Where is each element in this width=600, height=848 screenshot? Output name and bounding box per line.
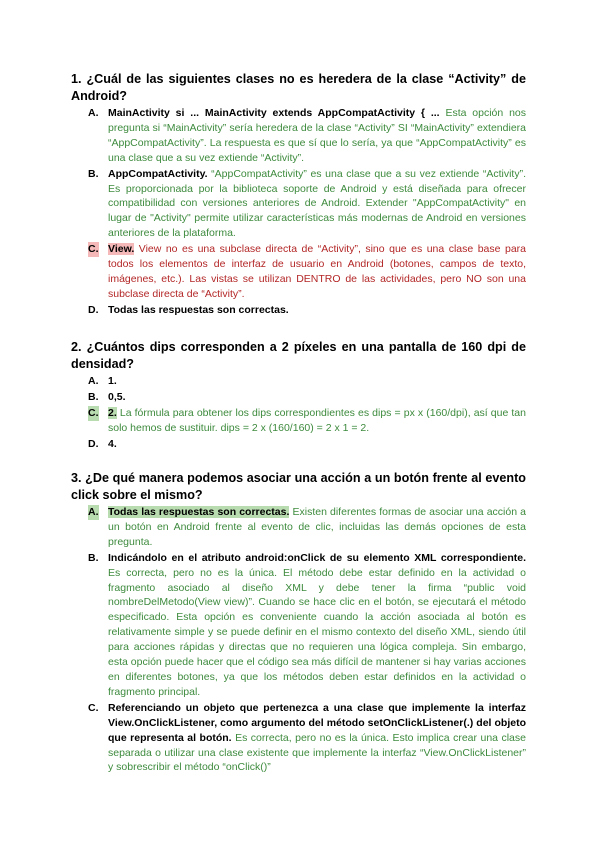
answer-2b: [88, 390, 526, 405]
answer-1c: [88, 242, 526, 302]
question-3-answers: [71, 505, 526, 775]
answer-explanation: Existen diferentes formas de asociar una acción a un botón en Android frente al evento de clic, incluidas las demás opciones de esta pregunta.: [108, 506, 526, 548]
answer-letter: B.: [88, 551, 99, 564]
answer-text: Referenciando un objeto que pertenezca a una clase que implemente la interfaz View.OnClickListener, como argumento del método setOnClickListener(.) del objeto que representa al botón.: [108, 701, 526, 744]
answer-2c: [88, 406, 526, 436]
answer-text: Todas las respuestas son correctas.: [108, 506, 290, 518]
answer-letter: B.: [88, 390, 99, 403]
answer-1d: [88, 303, 526, 318]
answer-text: 2.: [108, 406, 117, 419]
answer-3b: [88, 551, 526, 700]
answer-letter: A.: [88, 107, 99, 119]
answer-2a: [88, 374, 526, 389]
answer-letter: D.: [88, 437, 99, 450]
answer-text: MainActivity si ... MainActivity extends AppCompatActivity { ...: [108, 107, 440, 119]
question-1: [71, 71, 526, 319]
answer-letter: C.: [88, 243, 99, 256]
answer-1a: [88, 106, 526, 166]
answer-text: Todas las respuestas son correctas.: [108, 303, 289, 316]
answer-text: 4.: [108, 437, 117, 450]
question-2-answers: [71, 374, 526, 452]
answer-explanation: View no es una subclase directa de “Activity”, sino que es una clase base para todos los elementos de interfaz de usuario en Android (botones, campos de texto, imágenes, etc.). Las vistas se utilizan DENTRO de las actividades, pero NO son una subclase directa de “Activity”.: [108, 243, 526, 300]
answer-text: Indicándolo en el atributo android:onClick de su elemento XML correspondiente.: [108, 551, 526, 564]
answer-text: View.: [108, 243, 135, 256]
answer-letter: C.: [88, 701, 99, 714]
answer-text: 0,5.: [108, 390, 126, 403]
answer-letter: B.: [88, 167, 99, 180]
answer-explanation: Es correcta, pero no es la única. El método debe estar definido en la actividad o fragmento asociado al diseño XML y debe tener la firma “public void nombreDelMetodo(View view)”. Cuando se hace clic en el botón, se ejecutará el método especificado. Esta opción es conveniente cuando la acción asociada al botón es relativamente simple y se puede definir en el mismo contexto del diseño XML, siendo útil para acciones rápidas y directas que no requieren una lógica compleja. Sin embargo, esta opción puede hacer que el código sea más difícil de mantener si hay varias acciones en diferentes botones, ya que los métodos deben estar definidos en la actividad o fragmento principal.: [108, 566, 526, 698]
question-1-title: 1. ¿Cuál de las siguientes clases no es heredera de la clase “Activity” de Android?: [71, 72, 526, 103]
question-2-title: 2. ¿Cuántos dips corresponden a 2 píxeles en una pantalla de 160 dpi de densidad?: [71, 340, 526, 371]
answer-3a: [88, 505, 526, 550]
answer-text: AppCompatActivity.: [108, 167, 208, 180]
answer-letter: C.: [88, 406, 99, 419]
answer-letter: D.: [88, 303, 99, 316]
answer-explanation: Es correcta, pero no es la única. Esto implica crear una clase separada o utilizar una clase existente que implemente la interfaz “View.OnClickListener” y sobrescribir el método “onClick()”: [108, 731, 526, 774]
question-1-answers: [71, 106, 526, 318]
answer-explanation: Esta opción nos pregunta si “MainActivity” sería heredera de la clase “Activity” SI “MainActivity” extendiera “AppCompatActivity”. La respuesta es que sí que lo sería, ya que “AppCompatActivity” es una clase que a su vez extiende “Activity”.: [108, 107, 526, 164]
answer-3c: [88, 701, 526, 776]
answer-letter: A.: [88, 506, 99, 518]
question-3-title: 3. ¿De qué manera podemos asociar una acción a un botón frente al evento click sobre el mismo?: [71, 471, 526, 502]
question-3: [71, 470, 526, 776]
answer-explanation: La fórmula para obtener los dips correspondientes es dips = px x (160/dpi), así que tan solo hemos de sustituir. dips = 2 x (160/160) = 2 x 1 = 2.: [108, 406, 526, 434]
answer-text: 1.: [108, 375, 117, 387]
answer-1b: [88, 167, 526, 242]
question-2: [71, 339, 526, 453]
answer-letter: A.: [88, 375, 99, 387]
answer-2d: [88, 437, 526, 452]
answer-explanation: “AppCompatActivity” es una clase que a su vez extiende “Activity”. Es proporcionada por la biblioteca soporte de Android y está diseñada para ofrecer compatibilidad con versiones anteriores de Android. Extender "AppCompatActivity" en lugar de "Activity" permite utilizar características más modernas de Android en versiones anteriores de la plataforma.: [108, 167, 526, 240]
